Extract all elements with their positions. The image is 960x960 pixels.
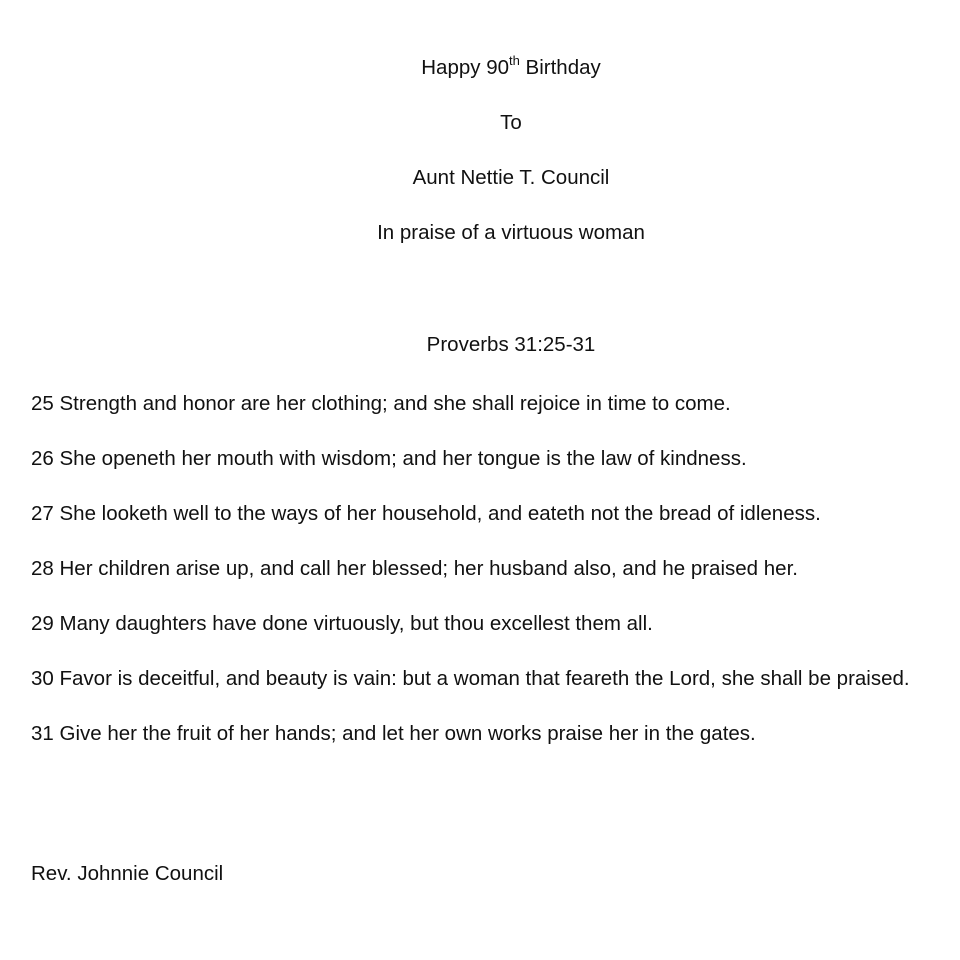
- recipient-name: Aunt Nettie T. Council: [412, 166, 610, 189]
- scripture-reference: Proverbs 31:25-31: [426, 333, 596, 356]
- verse-27: 27 She looketh well to the ways of her household, and eateth not the bread of idleness.: [31, 502, 821, 525]
- verse-29: 29 Many daughters have done virtuously, but thou excellest them all.: [31, 612, 653, 635]
- verse-28: 28 Her children arise up, and call her blessed; her husband also, and he praised her.: [31, 557, 798, 580]
- dedication-line: In praise of a virtuous woman: [377, 221, 645, 244]
- ordinal-superscript: th: [509, 53, 520, 69]
- to-line: To: [500, 111, 522, 134]
- verse-26: 26 She openeth her mouth with wisdom; and her tongue is the law of kindness.: [31, 447, 747, 470]
- verse-25: 25 Strength and honor are her clothing; and she shall rejoice in time to come.: [31, 392, 731, 415]
- birthday-heading: [0, 53, 960, 80]
- signature: Rev. Johnnie Council: [31, 862, 224, 885]
- birthday-heading-suffix: Birthday: [519, 56, 601, 79]
- verse-30: 30 Favor is deceitful, and beauty is vain: but a woman that feareth the Lord, she shall be praised.: [31, 667, 910, 690]
- birthday-heading-prefix: Happy 90: [421, 56, 509, 79]
- verse-31: 31 Give her the fruit of her hands; and let her own works praise her in the gates.: [31, 722, 756, 745]
- verse-list: [31, 386, 931, 771]
